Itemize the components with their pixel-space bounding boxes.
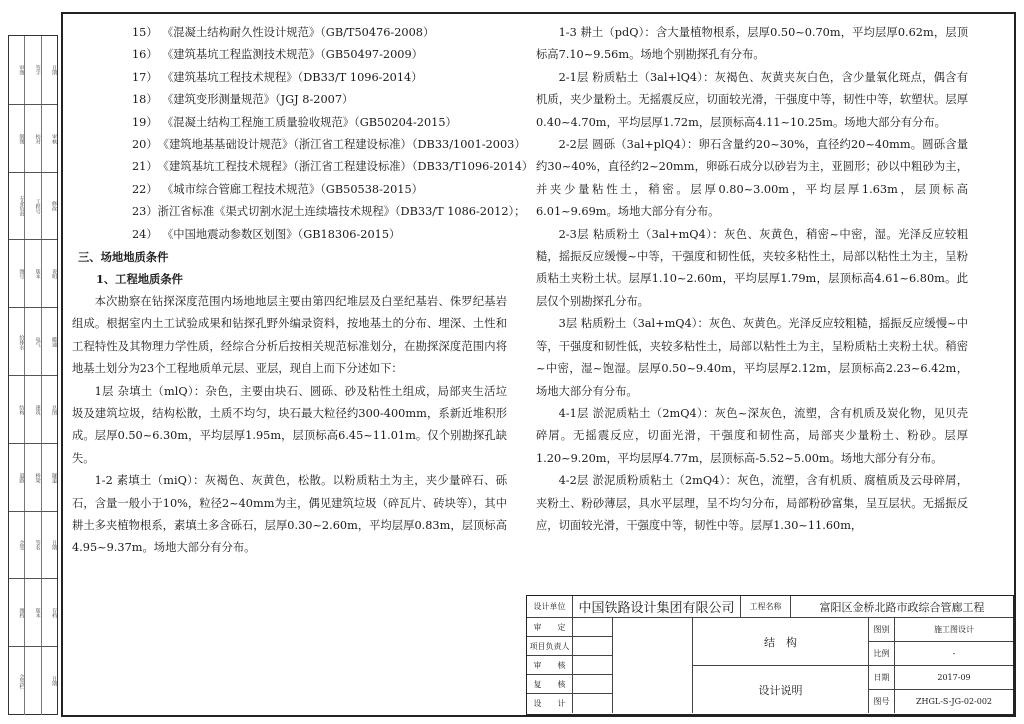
reference-number: 16） bbox=[132, 48, 158, 62]
reference-text: 《混凝土结构耐久性设计规范》（GB/T50476-2008） bbox=[162, 26, 435, 39]
sidebar-row bbox=[9, 443, 57, 512]
sidebar-cell: 桥梁 bbox=[25, 444, 41, 512]
meta-label: 图号 bbox=[869, 690, 895, 713]
reference-item bbox=[72, 112, 507, 134]
signature-cell bbox=[573, 618, 613, 637]
reference-text: 《中国地震动参数区划图》（GB18306-2015） bbox=[162, 227, 401, 241]
reference-text: 《建筑基坑工程监测技术规范》（GB50497-2009） bbox=[162, 48, 423, 62]
paragraph: 3层 粘质粉土（3al+mQ4）：灰色、灰黄色。光泽反应较粗糙，摇振反应缓慢~中等，干强度和韧性低，夹较多粘性土，局部以粘性土为主，呈粉质粘土夹粉土状。稍密~中密，湿~饱湿。层厚0.50~9.40m，平均层厚2.12m，层顶标高2.23~6.42m，场地大部分有分布。 bbox=[536, 317, 968, 398]
reference-item bbox=[72, 22, 507, 44]
sidebar-row bbox=[9, 172, 57, 241]
meta-value: ZHGL-S-JG-02-002 bbox=[915, 697, 993, 706]
sidebar-cell: 隧道 bbox=[50, 472, 57, 483]
sidebar-row bbox=[9, 239, 57, 308]
design-unit-label: 设计单位 bbox=[527, 596, 573, 618]
sidebar-cell: 签名 bbox=[25, 512, 41, 580]
signoff-sidebar bbox=[8, 35, 58, 715]
sidebar-cell bbox=[25, 647, 41, 715]
signature-cell bbox=[573, 694, 613, 713]
project-name-label: 工程名称 bbox=[741, 596, 791, 618]
reference-number: 23） bbox=[132, 205, 158, 219]
reference-number: 17） bbox=[132, 70, 158, 84]
signature-cell bbox=[573, 656, 613, 675]
reference-number: 24） bbox=[132, 227, 158, 241]
meta-value: - bbox=[895, 642, 1013, 666]
role-label: 审 定 bbox=[527, 618, 573, 637]
sidebar-cell: 日期 bbox=[50, 676, 57, 687]
design-unit: 中国铁路设计集团有限公司 bbox=[573, 596, 741, 618]
reference-number: 19） bbox=[132, 115, 158, 129]
project-name: 富阳区金桥北路市政综合管廊工程 bbox=[791, 596, 1013, 618]
sidebar-cell: 暖通 bbox=[50, 337, 57, 348]
paragraph: 本次勘察在钻探深度范围内场地地层主要由第四纪堆层及白垩纪基岩、侏罗纪基岩组成。根据室内土工试验成果和钻探孔野外编录资料，按地基土的分布、埋深、土性和工程特性及其物理力学性质，经综合分析后按相关规范标准划分，在勘探深度范围内将地基土划分为23个工程地质单元层、亚层，现自上而下分述如下： bbox=[72, 294, 507, 376]
role-label: 复 核 bbox=[527, 675, 573, 694]
sidebar-cell: 建筑 bbox=[25, 376, 41, 444]
reference-list bbox=[72, 22, 534, 246]
sidebar-cell: 日期 bbox=[50, 64, 57, 75]
reference-text: 《建筑基坑工程技术规程》（浙江省工程建设标准）（DB33/T1096-2014） bbox=[157, 160, 534, 174]
sidebar-cell: 签字 bbox=[25, 36, 41, 104]
sidebar-row bbox=[9, 646, 57, 715]
discipline: 结 构 bbox=[693, 618, 869, 666]
sidebar-cell: 道路 bbox=[9, 444, 25, 512]
signature-cell bbox=[573, 637, 613, 656]
reference-text: 《建筑基坑工程技术规程》（DB33/T 1096-2014） bbox=[162, 70, 423, 84]
sidebar-cell: 说明 bbox=[50, 269, 57, 280]
sidebar-cell: 工程号 bbox=[25, 173, 41, 241]
reference-text: 《建筑变形测量规范》（JGJ 8-2007） bbox=[162, 93, 354, 107]
sidebar-row bbox=[9, 307, 57, 376]
paragraph: 4-1层 淤泥质粘土（2mQ4）：灰色~深灰色，流塑，含有机质及炭化物，见贝壳碎屑。无摇震反应，切面光滑，干强度和韧性高，局部夹少量粉土、粉砂。层厚1.20~9.20m，平均层厚4.77m，层顶标高-5.52~5.00m。场地大部分有分布。 bbox=[536, 406, 968, 465]
title-block bbox=[526, 595, 1014, 715]
sidebar-cell: 结构 bbox=[9, 376, 25, 444]
sidebar-cell: 审核 bbox=[50, 133, 57, 144]
sidebar-cell: 制图 bbox=[9, 105, 25, 173]
role-label: 审 核 bbox=[527, 656, 573, 675]
sidebar-cell: 图档 bbox=[9, 579, 25, 647]
sidebar-row bbox=[9, 104, 57, 173]
reference-item bbox=[72, 224, 507, 246]
reference-text: 《混凝土结构工程施工质量验收规范》（GB50204-2015） bbox=[162, 115, 457, 129]
sidebar-cell: 存档 bbox=[50, 608, 57, 619]
section-title: 三、场地地质条件 bbox=[78, 250, 169, 265]
reference-item bbox=[72, 67, 507, 89]
meta-value: 2017-09 bbox=[895, 666, 1013, 690]
sidebar-cell: 日期 bbox=[50, 540, 57, 551]
sidebar-cell: 会签栏 bbox=[9, 647, 25, 715]
reference-item bbox=[72, 201, 526, 223]
sidebar-cell: 校对 bbox=[25, 105, 41, 173]
paragraph: 4-2层 淤泥质粉质粘土（2mQ4）：灰色，流塑，含有机质、腐植质及云母碎屑，夹粉土、粉砂薄层，具水平层理，呈不均匀分布，局部粉砂富集，呈互层状。无摇振反应，切面较光滑，干强度中等，韧性中等。层厚1.30~11.60m， bbox=[536, 474, 968, 532]
reference-item bbox=[72, 44, 507, 66]
subsection-title: 1、工程地质条件 bbox=[96, 272, 183, 287]
sidebar-cell: 版本 bbox=[25, 579, 41, 647]
sidebar-cell: 给排水 bbox=[9, 308, 25, 376]
reference-number: 18） bbox=[132, 93, 158, 107]
paragraph: 2-2层 圆砾（3al+plQ4）：卵石含量约20~30%，直径约20~40mm。圆砾含量约30~40%，直径约2~20mm，卵砾石成分以砂岩为主，亚圆形；砂以中粗砂为主，并夹少量粘性土，稍密。层厚0.80~3.00m，平均层厚1.63m，层顶标高6.01~9.69m。场地大部分有分布。 bbox=[536, 138, 968, 219]
meta-label: 日期 bbox=[869, 666, 895, 690]
meta-label: 图别 bbox=[869, 618, 895, 642]
paragraph: 1-3 耕土（pdQ）：含大量植物根系，层厚0.50~0.70m，平均层厚0.62m，层顶标高7.10~9.56m。场地个别勘探孔有分布。 bbox=[536, 26, 968, 62]
sidebar-row bbox=[9, 375, 57, 444]
right-text-column bbox=[536, 22, 968, 537]
reference-number: 15） bbox=[132, 26, 158, 39]
paragraph: 2-3层 粘质粉土（3al+mQ4）：灰色、灰黄色，稍密~中密，湿。光泽反应较粗糙，摇振反应缓慢~中等，干强度和韧性低，夹较多粘性土，局部以粘性土为主，呈粉质粘土夹粉土状。层厚1.10~2.60m，平均层厚1.79m，层顶标高4.61~6.80m。此层仅个别勘探孔分布。 bbox=[536, 227, 968, 308]
meta-value: 施工图设计 bbox=[895, 618, 1013, 642]
extra-sign-area bbox=[613, 618, 693, 713]
sidebar-row bbox=[9, 511, 57, 580]
sidebar-cell: 图号 bbox=[9, 240, 25, 308]
sidebar-row bbox=[9, 36, 57, 104]
sidebar-cell: 会签 bbox=[9, 512, 25, 580]
reference-item bbox=[72, 134, 526, 156]
meta-label: 比例 bbox=[869, 642, 895, 666]
sidebar-cell: 电气 bbox=[25, 308, 41, 376]
reference-text: 浙江省标准《渠式切割水泥土连续墙技术规程》（DB33/T 1086-2012）； bbox=[157, 205, 526, 219]
sidebar-cell: 修改 bbox=[50, 201, 57, 212]
paragraph: 1-2 素填土（miQ）：灰褐色、灰黄色，松散。以粉质粘土为主，夹少量碎石、砾石，含量一般小于10%，粒径2~40mm为主，偶见建筑垃圾（碎瓦片、砖块等），其中耕土多夹植物根系，素填土多含砾石，层厚0.30~2.60m，平均层厚0.83m，层顶标高4.95~9.37m。场地大部分有分布。 bbox=[72, 474, 507, 555]
reference-item bbox=[72, 89, 507, 111]
reference-number: 20） bbox=[132, 138, 158, 152]
sidebar-cell: 审图 bbox=[9, 36, 25, 104]
paragraph: 2-1层 粉质粘土（3al+lQ4）：灰褐色、灰黄夹灰白色，含少量氧化斑点，偶含有机质，夹少量粉土。无摇震反应，切面较光滑，干强度中等，韧性中等，软塑状。层厚0.40~4.70m，平均层厚1.72m，层顶标高4.11~10.25m。场地大部分有分布。 bbox=[536, 70, 968, 129]
sidebar-cell: 专业负责 bbox=[9, 173, 25, 241]
reference-number: 22） bbox=[132, 182, 158, 196]
sidebar-cell: 版本 bbox=[25, 240, 41, 308]
role-label: 设 计 bbox=[527, 694, 573, 713]
paragraph: 1层 杂填土（mlQ）：杂色，主要由块石、圆砾、砂及粘性土组成，局部夹生活垃圾及建筑垃圾，结构松散，土质不均匀，块石最大粒径约300-400mm，系新近堆积形成。层厚0.50~6.30m，平均层厚1.95m，层顶标高6.45~11.01m。仅个别勘探孔缺失。 bbox=[72, 384, 507, 465]
sidebar-cell: 总图 bbox=[50, 404, 57, 415]
signature-cell bbox=[573, 675, 613, 694]
reference-text: 《城市综合管廊工程技术规范》（GB50538-2015） bbox=[162, 182, 423, 196]
reference-text: 《建筑地基基础设计规范》（浙江省工程建设标准）（DB33/1001-2003） bbox=[157, 138, 526, 152]
reference-item bbox=[72, 179, 507, 201]
sidebar-row bbox=[9, 578, 57, 647]
left-text-column bbox=[72, 22, 534, 560]
role-label: 项目负责人 bbox=[527, 637, 573, 656]
reference-number: 21） bbox=[132, 160, 158, 174]
drawing-title: 设计说明 bbox=[693, 666, 869, 713]
reference-item bbox=[72, 156, 534, 178]
